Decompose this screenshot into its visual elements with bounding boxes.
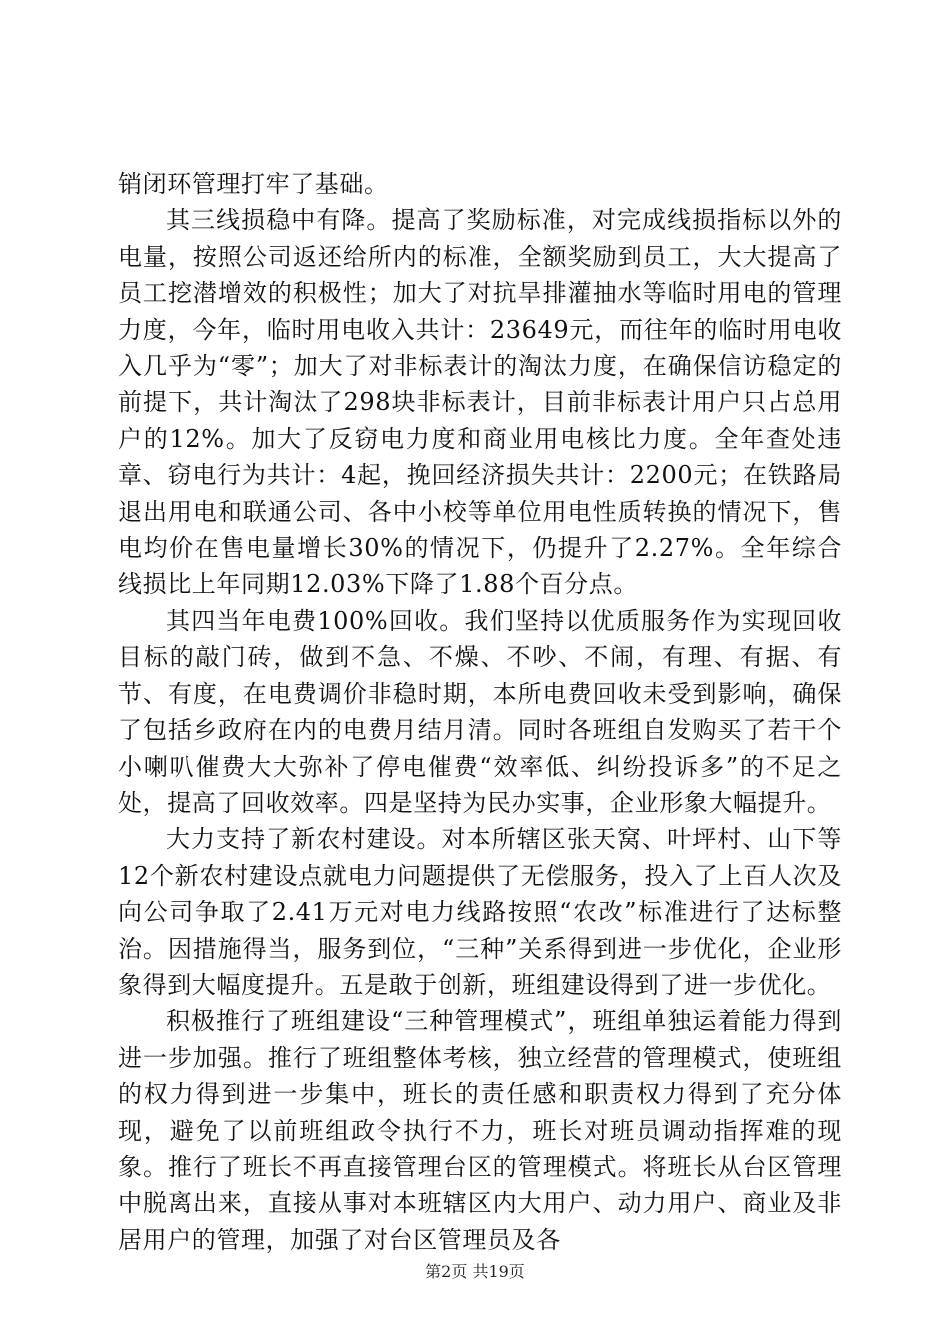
- document-body: [118, 166, 842, 1258]
- paragraph-fee-collection: 其四当年电费100%回收。我们坚持以优质服务作为实现回收目标的敲门砖，做到不急、不燥、不吵、不闹，有理、有据、有节、有度，在电费调价非稳时期，本所电费回收未受到影响，确保了包括乡政府在内的电费月结月清。同时各班组自发购买了若干个小喇叭催费大大弥补了停电催费“效率低、纠纷投诉多”的不足之处，提高了回收效率。四是坚持为民办实事，企业形象大幅提升。: [118, 606, 842, 817]
- page-number-footer: 第2页 共19页: [425, 1262, 525, 1281]
- paragraph-continuation: 销闭环管理打牢了基础。: [118, 170, 389, 198]
- paragraph-team-management: 积极推行了班组建设“三种管理模式”，班组单独运着能力得到进一步加强。推行了班组整体考核，独立经营的管理模式，使班组的权力得到进一步集中，班长的责任感和职责权力得到了充分体现，避免了以前班组政令执行不力，班长对班员调动指挥难的现象。推行了班长不再直接管理台区的管理模式。将班长从台区管理中脱离出来，直接从事对本班辖区内大用户、动力用户、商业及非居用户的管理，加强了对台区管理员及各: [118, 1007, 842, 1254]
- paragraph-line-loss: 其三线损稳中有降。提高了奖励标准，对完成线损指标以外的电量，按照公司返还给所内的标准，全额奖励到员工，大大提高了员工挖潜增效的积极性；加大了对抗旱排灌抽水等临时用电的管理力度，今年，临时用电收入共计：23649元，而往年的临时用电收入几乎为“零”；加大了对非标表计的淘汰力度，在确保信访稳定的前提下，共计淘汰了298块非标表计，目前非标表计用户只占总用户的12%。加大了反窃电力度和商业用电核比力度。全年查处违章、窃电行为共计：4起，挽回经济损失共计：2200元；在铁路局退出用电和联通公司、各中小校等单位用电性质转换的情况下，售电均价在售电量增长30%的情况下，仍提升了2.27%。全年综合线损比上年同期12.03%下降了1.88个百分点。: [118, 206, 842, 599]
- paragraph-rural-construction: 大力支持了新农村建设。对本所辖区张天窝、叶坪村、山下等12个新农村建设点就电力问题提供了无偿服务，投入了上百人次及向公司争取了2.41万元对电力线路按照“农改”标准进行了达标整治。因措施得当，服务到位，“三种”关系得到进一步优化，企业形象得到大幅度提升。五是敢于创新，班组建设得到了进一步优化。: [118, 825, 842, 999]
